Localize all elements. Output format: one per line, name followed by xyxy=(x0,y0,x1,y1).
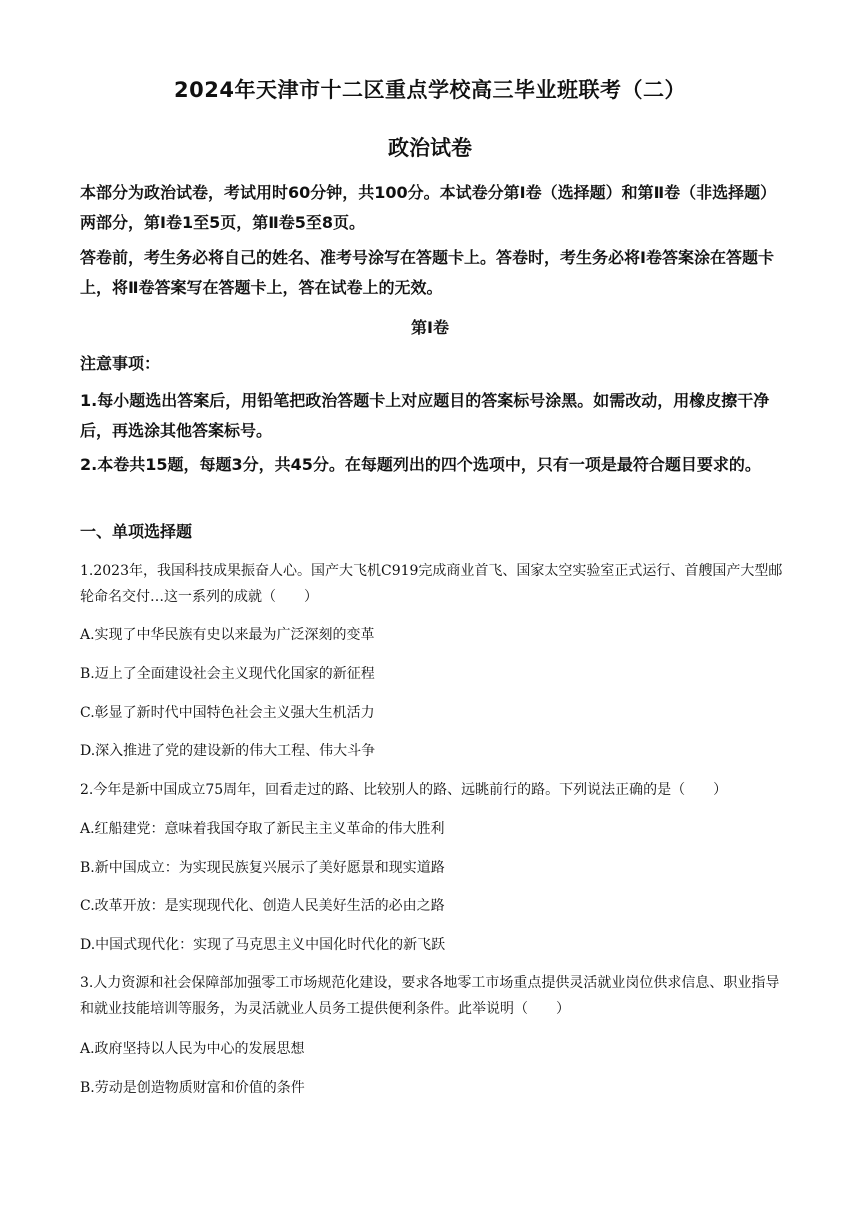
question-2-option-b: B.新中国成立：为实现民族复兴展示了美好愿景和现实道路 xyxy=(80,860,445,876)
exam-subtitle: 政治试卷 xyxy=(388,136,472,160)
question-3-option-a: A.政府坚持以人民为中心的发展思想 xyxy=(80,1041,305,1057)
intro-paragraph-1: 本部分为政治试卷，考试用时60分钟，共100分。本试卷分第Ⅰ卷（选择题）和第Ⅱ卷（非选择题）两部分，第Ⅰ卷1至5页，第Ⅱ卷5至8页。 xyxy=(80,183,777,232)
question-2-stem: 2.今年是新中国成立75周年，回看走过的路、比较别人的路、远眺前行的路。下列说法正确的是（ ） xyxy=(80,782,728,798)
notice-item-2: 2.本卷共15题，每题3分，共45分。在每题列出的四个选项中，只有一项是最符合题目要求的。 xyxy=(80,455,761,474)
exam-title: 2024年天津市十二区重点学校高三毕业班联考（二） xyxy=(174,78,686,102)
question-1-option-c: C.彰显了新时代中国特色社会主义强大生机活力 xyxy=(80,705,375,721)
question-1-option-a: A.实现了中华民族有史以来最为广泛深刻的变革 xyxy=(80,627,375,643)
notice-heading: 注意事项： xyxy=(80,354,161,373)
question-1-option-d: D.深入推进了党的建设新的伟大工程、伟大斗争 xyxy=(80,743,376,759)
question-3-stem: 3.人力资源和社会保障部加强零工市场规范化建设，要求各地零工市场重点提供灵活就业岗位供求信息、职业指导和就业技能培训等服务，为灵活就业人员务工提供便利条件。此举说明（ ） xyxy=(80,975,780,1017)
intro-paragraph-2: 答卷前，考生务必将自己的姓名、准考号涂写在答题卡上。答卷时，考生务必将Ⅰ卷答案涂在答题卡上，将Ⅱ卷答案写在答题卡上，答在试卷上的无效。 xyxy=(80,248,774,297)
volume-label: 第Ⅰ卷 xyxy=(411,318,449,337)
question-2-option-a: A.红船建党：意味着我国夺取了新民主主义革命的伟大胜利 xyxy=(80,821,445,837)
notice-item-1: 1.每小题选出答案后，用铅笔把政治答题卡上对应题目的答案标号涂黑。如需改动，用橡皮擦干净后，再选涂其他答案标号。 xyxy=(80,391,770,440)
question-1-option-b: B.迈上了全面建设社会主义现代化国家的新征程 xyxy=(80,666,375,682)
question-2-option-d: D.中国式现代化：实现了马克思主义中国化时代化的新飞跃 xyxy=(80,937,446,953)
question-1-stem: 1.2023年，我国科技成果振奋人心。国产大飞机C919完成商业首飞、国家太空实验室正式运行、首艘国产大型邮轮命名交付…这一系列的成就（ ） xyxy=(80,563,783,605)
question-2-option-c: C.改革开放：是实现现代化、创造人民美好生活的必由之路 xyxy=(80,898,445,914)
question-3-option-b: B.劳动是创造物质财富和价值的条件 xyxy=(80,1080,305,1096)
part-heading: 一、单项选择题 xyxy=(80,522,193,541)
